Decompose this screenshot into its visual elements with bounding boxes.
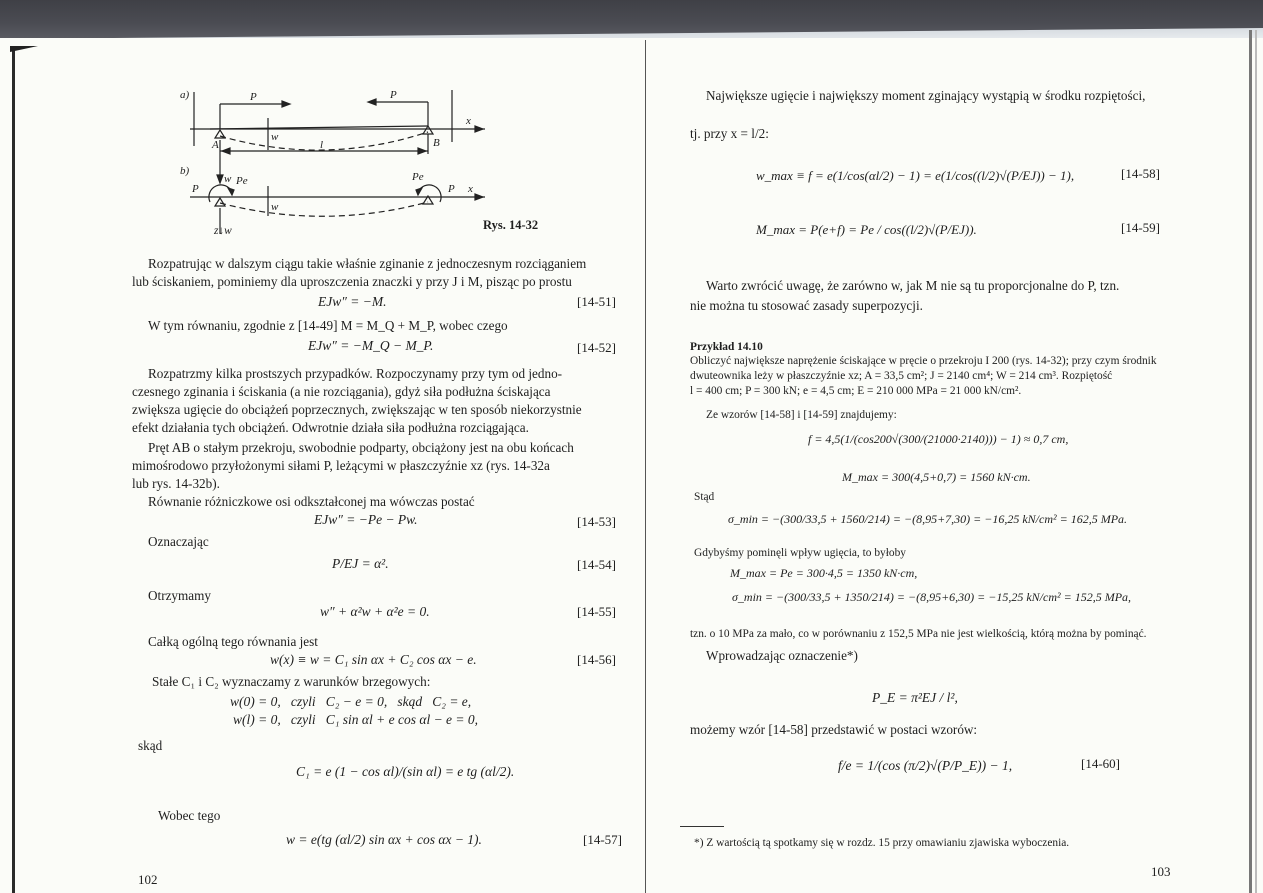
- paragraph-line: możemy wzór [14-58] przedstawić w postaci wzorów:: [690, 722, 978, 737]
- equation-number: [14-60]: [1081, 756, 1120, 771]
- equation-number: [14-51]: [577, 294, 616, 309]
- paragraph-line: Wobec tego: [158, 808, 221, 823]
- example-text: tzn. o 10 MPa za mało, co w porównaniu z 152,5 MPa nie jest wielkością, którą można by pominąć.: [690, 628, 1147, 640]
- svg-text:w: w: [271, 131, 279, 143]
- svg-text:P: P: [390, 89, 397, 101]
- equation-sigma-min-2: σ_min = −(300/33,5 + 1350/214) = −(8,95+6,30) = −15,25 kN/cm² = 152,5 MPa,: [732, 590, 1132, 604]
- equation-number: [14-53]: [577, 514, 616, 529]
- example-text: Gdybyśmy pominęli wpływ ugięcia, to byłoby: [694, 547, 906, 559]
- equation-number: [14-52]: [577, 340, 616, 355]
- equation-14-51: EJw″ = −M.: [318, 294, 387, 309]
- left-page-border: [12, 48, 15, 893]
- equation-sigma-min-1: σ_min = −(300/33,5 + 1560/214) = −(8,95+7,30) = −16,25 kN/cm² = 162,5 MPa.: [728, 512, 1128, 526]
- equation-number: [14-59]: [1121, 220, 1160, 235]
- example-text: Stąd: [694, 491, 715, 503]
- example-line: l = 400 cm; P = 300 kN; e = 4,5 cm; E = 210 000 MPa = 21 000 kN/cm².: [690, 385, 1022, 397]
- svg-text:P: P: [448, 183, 455, 195]
- figure-caption: Rys. 14-32: [483, 218, 539, 232]
- equation-number: [14-58]: [1121, 166, 1160, 181]
- paragraph-line: Rozpatrując w dalszym ciągu takie właśnie zginanie z jednoczesnym rozciąganiem: [148, 256, 587, 271]
- paragraph-line: skąd: [138, 738, 163, 753]
- paragraph-line: zwiększa ugięcie do obciążeń poprzecznych, zwiększając w ten sposób niekorzystnie: [132, 402, 582, 417]
- paragraph-line: Równanie różniczkowe osi odkształconej ma wówczas postać: [148, 494, 475, 509]
- footnote: *) Z wartością tą spotkamy się w rozdz. 15 przy omawianiu zjawiska wyboczenia.: [694, 837, 1070, 849]
- example-text: Ze wzorów [14-58] i [14-59] znajdujemy:: [706, 409, 897, 421]
- equation-pe: P_E = π²EJ / l²,: [872, 690, 958, 705]
- paragraph-line: Największe ugięcie i największy moment zginający wystąpią w środku rozpiętości,: [706, 88, 1146, 103]
- svg-text:Pe: Pe: [236, 175, 248, 187]
- paragraph-line: Rozpatrzmy kilka prostszych przypadków. Rozpoczynamy przy tym od jedno-: [148, 366, 563, 381]
- equation-number: [14-57]: [583, 832, 622, 847]
- svg-text:a): a): [180, 89, 190, 101]
- svg-text:P: P: [192, 183, 199, 195]
- equation-mmax-2: M_max = Pe = 300·4,5 = 1350 kN·cm,: [730, 566, 918, 580]
- svg-text:l: l: [320, 139, 324, 151]
- svg-text:A: A: [212, 139, 219, 151]
- equation-mmax-value: M_max = 300(4,5+0,7) = 1560 kN·cm.: [842, 470, 1031, 484]
- equation-14-57: w = e(tg (αl/2) sin αx + cos αx − 1).: [286, 832, 482, 847]
- svg-text:w: w: [271, 201, 279, 213]
- boundary-condition-1: w(0) = 0, czyli C₂ − e = 0, skąd C₂ = e,: [230, 694, 472, 709]
- svg-text:Pe: Pe: [412, 171, 424, 183]
- paragraph-line: efekt działania tych obciążeń. Odwrotnie działa siła podłużna rozciągająca.: [132, 420, 529, 435]
- paragraph-line: W tym równaniu, zgodnie z [14-49] M = M_Q + M_P, wobec czego: [148, 318, 508, 333]
- svg-text:x: x: [466, 115, 471, 127]
- page-stack-edge: [1255, 30, 1257, 893]
- equation-14-60: f/e = 1/(cos (π/2)√(P/P_E)) − 1,: [838, 758, 1013, 773]
- paragraph-line: lub rys. 14-32b).: [132, 476, 220, 491]
- right-page-border: [1249, 30, 1252, 893]
- svg-text:P: P: [250, 91, 257, 103]
- figure-axis-zw: z↓w: [214, 225, 232, 237]
- paragraph-line: Oznaczając: [148, 534, 209, 549]
- paragraph-line: tj. przy x = l/2:: [690, 126, 769, 141]
- paragraph-line: Pręt AB o stałym przekroju, swobodnie podparty, obciążony jest na obu końcach: [148, 440, 574, 455]
- svg-text:x: x: [468, 183, 473, 195]
- example-line: dwuteownika leży w płaszczyźnie xz; A = 33,5 cm²; J = 2140 cm⁴; W = 214 cm³. Rozpiętość: [690, 370, 1113, 382]
- equation-number: [14-56]: [577, 652, 616, 667]
- footnote-rule: [680, 826, 724, 827]
- equation-14-56: w(x) ≡ w = C₁ sin αx + C₂ cos αx − e.: [270, 652, 477, 667]
- equation-c1: C₁ = e (1 − cos αl)/(sin αl) = e tg (αl/2).: [296, 764, 515, 779]
- page-number: 103: [1151, 864, 1171, 879]
- svg-text:w: w: [224, 173, 232, 185]
- boundary-condition-2: w(l) = 0, czyli C₁ sin αl + e cos αl − e = 0,: [233, 712, 479, 727]
- paragraph-line: Wprowadzając oznaczenie*): [706, 648, 858, 663]
- paragraph-line: Całką ogólną tego równania jest: [148, 634, 318, 649]
- equation-number: [14-55]: [577, 604, 616, 619]
- example-title: Przykład 14.10: [690, 341, 763, 353]
- svg-text:B: B: [433, 137, 440, 149]
- paragraph-line: lub ściskaniem, pominiemy dla uproszczenia znaczki y przy J i M, pisząc po prostu: [132, 274, 572, 289]
- paragraph-line: Stałe C₁ i C₂ wyznaczamy z warunków brzegowych:: [152, 674, 431, 689]
- paragraph-line: czesnego zginania i ściskania (a nie rozciągania), gdyż siła podłużna ściskająca: [132, 384, 551, 399]
- equation-14-52: EJw″ = −M_Q − M_P.: [308, 338, 434, 353]
- equation-f-value: f = 4,5(1/(cos200√(300/(21000·2140))) − 1) ≈ 0,7 cm,: [808, 432, 1069, 446]
- example-line: Obliczyć największe naprężenie ściskające w pręcie o przekroju I 200 (rys. 14-32); przy czym środnik: [690, 355, 1157, 367]
- paragraph-line: mimośrodowo przyłożonymi siłami P, leżącymi w płaszczyźnie xz (rys. 14-32a: [132, 458, 550, 473]
- equation-14-53: EJw″ = −Pe − Pw.: [314, 512, 418, 527]
- equation-14-59: M_max = P(e+f) = Pe / cos((l/2)√(P/EJ)).: [756, 222, 977, 237]
- equation-14-58: w_max ≡ f = e(1/cos(αl/2) − 1) = e(1/cos((l/2)√(P/EJ)) − 1),: [756, 168, 1075, 183]
- paragraph-line: Otrzymamy: [148, 588, 211, 603]
- figure-beam-diagram: [180, 84, 490, 234]
- page-number: 102: [138, 872, 158, 887]
- equation-number: [14-54]: [577, 557, 616, 572]
- equation-14-54: P/EJ = α².: [332, 556, 389, 571]
- svg-text:b): b): [180, 165, 190, 177]
- equation-14-55: w″ + α²w + α²e = 0.: [320, 604, 430, 619]
- paragraph-line: nie można tu stosować zasady superpozycji.: [690, 298, 923, 313]
- paragraph-line: Warto zwrócić uwagę, że zarówno w, jak M nie są tu proporcjonalne do P, tzn.: [706, 278, 1120, 293]
